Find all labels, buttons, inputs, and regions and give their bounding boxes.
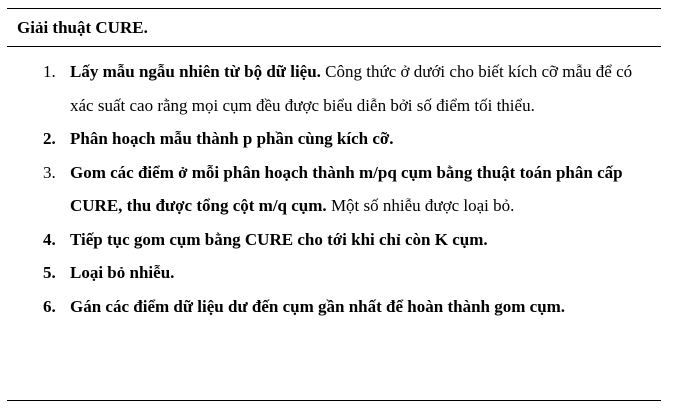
algorithm-box bbox=[7, 8, 661, 401]
step-number: 1. bbox=[43, 62, 56, 81]
step-number: 3. bbox=[43, 162, 56, 182]
step-lead-text: Phân hoạch mẫu thành p phần cùng kích cỡ. bbox=[70, 129, 394, 148]
step-lead-text: Gom các điểm ở mỗi phân hoạch thành m/pq cụm bằng thuật toán phân cấp CURE, thu được tổng cột m/q cụm. bbox=[70, 162, 623, 215]
step-number: 2. bbox=[43, 129, 56, 148]
step-number: 5. bbox=[43, 263, 56, 282]
step-number: 6. bbox=[43, 296, 56, 316]
top-rule bbox=[7, 8, 661, 9]
bottom-rule bbox=[7, 400, 661, 401]
step-1 bbox=[7, 55, 661, 122]
step-2 bbox=[7, 122, 661, 156]
step-lead-text: Tiếp tục gom cụm bằng CURE cho tới khi chỉ còn K cụm. bbox=[70, 229, 488, 249]
step-6 bbox=[7, 290, 661, 324]
step-body-text: Công thức ở dưới cho biết kích cỡ mẫu để có xác suất cao rằng mọi cụm đều được biểu diễn bởi số điểm tối thiểu. bbox=[70, 62, 633, 115]
step-lead-text: Gán các điểm dữ liệu dư đến cụm gần nhất để hoàn thành gom cụm. bbox=[70, 296, 566, 316]
algorithm-title: Giải thuật CURE. bbox=[17, 18, 148, 37]
step-number: 4. bbox=[43, 229, 56, 249]
step-lead-text: Loại bỏ nhiễu. bbox=[70, 263, 175, 282]
step-4 bbox=[7, 223, 661, 257]
step-lead-text: Lấy mẫu ngẫu nhiên từ bộ dữ liệu. bbox=[70, 62, 321, 81]
step-5 bbox=[7, 256, 661, 290]
algorithm-steps bbox=[7, 55, 661, 323]
step-3 bbox=[7, 156, 661, 223]
header-rule bbox=[7, 46, 661, 47]
step-body-text: Một số nhiễu được loại bỏ. bbox=[326, 196, 515, 215]
